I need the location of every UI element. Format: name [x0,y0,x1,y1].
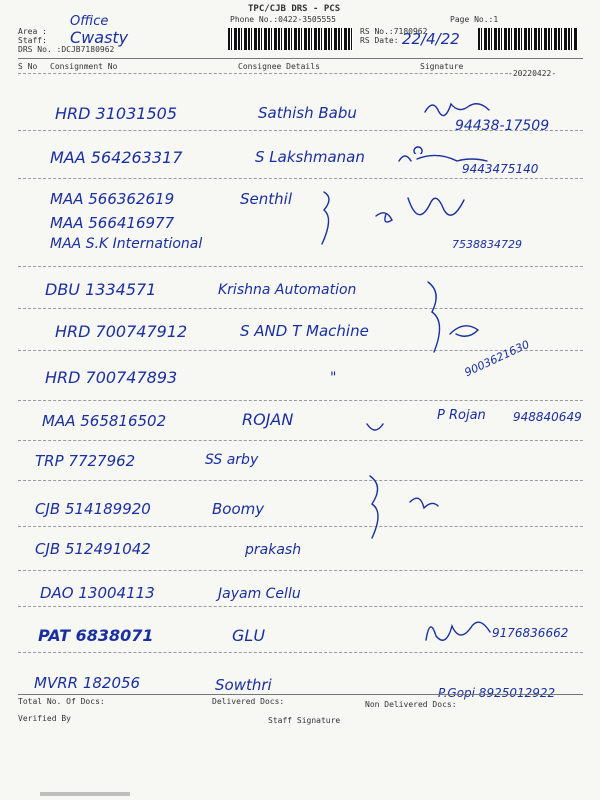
signature-note: 9003621630 [462,337,532,380]
consignee-name: Sowthri [215,676,272,694]
consignment-number: TRP 7727962 [35,452,136,470]
row-divider [18,308,583,309]
row-divider [18,480,583,481]
column-sno: S No [18,62,38,71]
consignee-name: ROJAN [242,410,294,429]
row-divider [18,400,583,401]
total-docs: Total No. Of Docs: [18,697,105,706]
column-divider [18,73,508,74]
rs-date-label: RS Date: [360,36,399,45]
handwritten-signature [420,278,490,368]
consignment-number: CJB 514189920 [35,500,151,518]
signature-note: 9443475140 [462,162,539,176]
consignee-name: S AND T Machine [240,322,369,340]
area-label: Area : [18,27,47,36]
consignment-number: DAO 13004113 [40,584,155,602]
consignment-number: CJB 512491042 [35,540,151,558]
rs-date-value: 22/4/22 [402,30,460,48]
column-consignee: Consignee Details [238,62,320,71]
consignment-number: MAA S.K International [50,236,203,252]
consignment-number: MAA 565816502 [42,412,167,430]
consignment-number: HRD 31031505 [55,104,177,123]
row-divider [18,178,583,179]
handwritten-mark [365,420,385,434]
row-divider [18,440,583,441]
consignment-number: PAT 6838071 [38,626,154,645]
signature-note: P.Gopi 8925012922 [438,686,556,700]
consignment-number: MAA 566362619 [50,190,175,208]
phone-number: Phone No.:0422-3505555 [230,15,336,24]
consignee-name: Boomy [212,500,265,518]
consignee-name: Jayam Cellu [218,586,301,602]
column-consignment: Consignment No [50,62,118,71]
handwritten-signature [360,472,450,542]
consignment-number: DBU 1334571 [45,280,157,299]
header-divider [18,58,583,59]
consignment-number: HRD 700747893 [45,368,178,387]
signature-note: 9176836662 [492,626,569,640]
signature-note: 7538834729 [452,238,522,251]
consignment-number: HRD 700747912 [55,322,188,341]
consignee-name: S Lakshmanan [255,148,365,166]
handwritten-signature [318,188,478,248]
consignee-name: GLU [232,626,266,645]
document-title: TPC/CJB DRS - PCS [248,4,341,14]
rs-number: RS No.:7180962 [360,27,428,36]
row-divider [18,526,583,527]
signature-note: 948840649 [513,410,582,424]
footer-divider [18,694,583,695]
consignee-name: Krishna Automation [218,282,357,298]
handwritten-mark [412,140,432,154]
scan-artifact [40,792,130,796]
consignment-number: MAA 564263317 [50,148,183,167]
consignee-name: " [330,370,337,386]
staff-signature-label: Staff Signature [268,716,341,725]
handwritten-signature [420,92,500,122]
consignment-number: MVRR 182056 [34,674,141,692]
staff-value: Cwasty [70,28,129,47]
delivered-docs: Delivered Docs: [212,697,285,706]
drs-number: DRS No. :DCJB7180962 [18,45,115,54]
consignee-name: Senthil [240,190,292,208]
consignee-name: prakash [245,542,302,558]
barcode-image [228,28,353,50]
barcode-image-secondary [478,28,578,50]
area-value: Office [70,14,109,29]
page-number: Page No.:1 [450,15,499,24]
column-signature: Signature [420,62,464,71]
row-divider [18,266,583,267]
consignee-name: SS arby [205,452,259,468]
handwritten-signature [420,610,500,655]
row-divider [18,606,583,607]
verified-by: Verified By [18,714,71,723]
signature-note: P Rojan [437,408,486,423]
staff-label: Staff: [18,36,47,45]
signature-note: 94438-17509 [455,118,550,134]
consignment-number: MAA 566416977 [50,214,175,232]
row-divider [18,570,583,571]
non-delivered-docs: Non Delivered Docs: [365,700,457,709]
consignee-name: Sathish Babu [258,104,357,122]
handwritten-signature [395,145,495,170]
date-stamp: -20220422- [508,69,557,78]
